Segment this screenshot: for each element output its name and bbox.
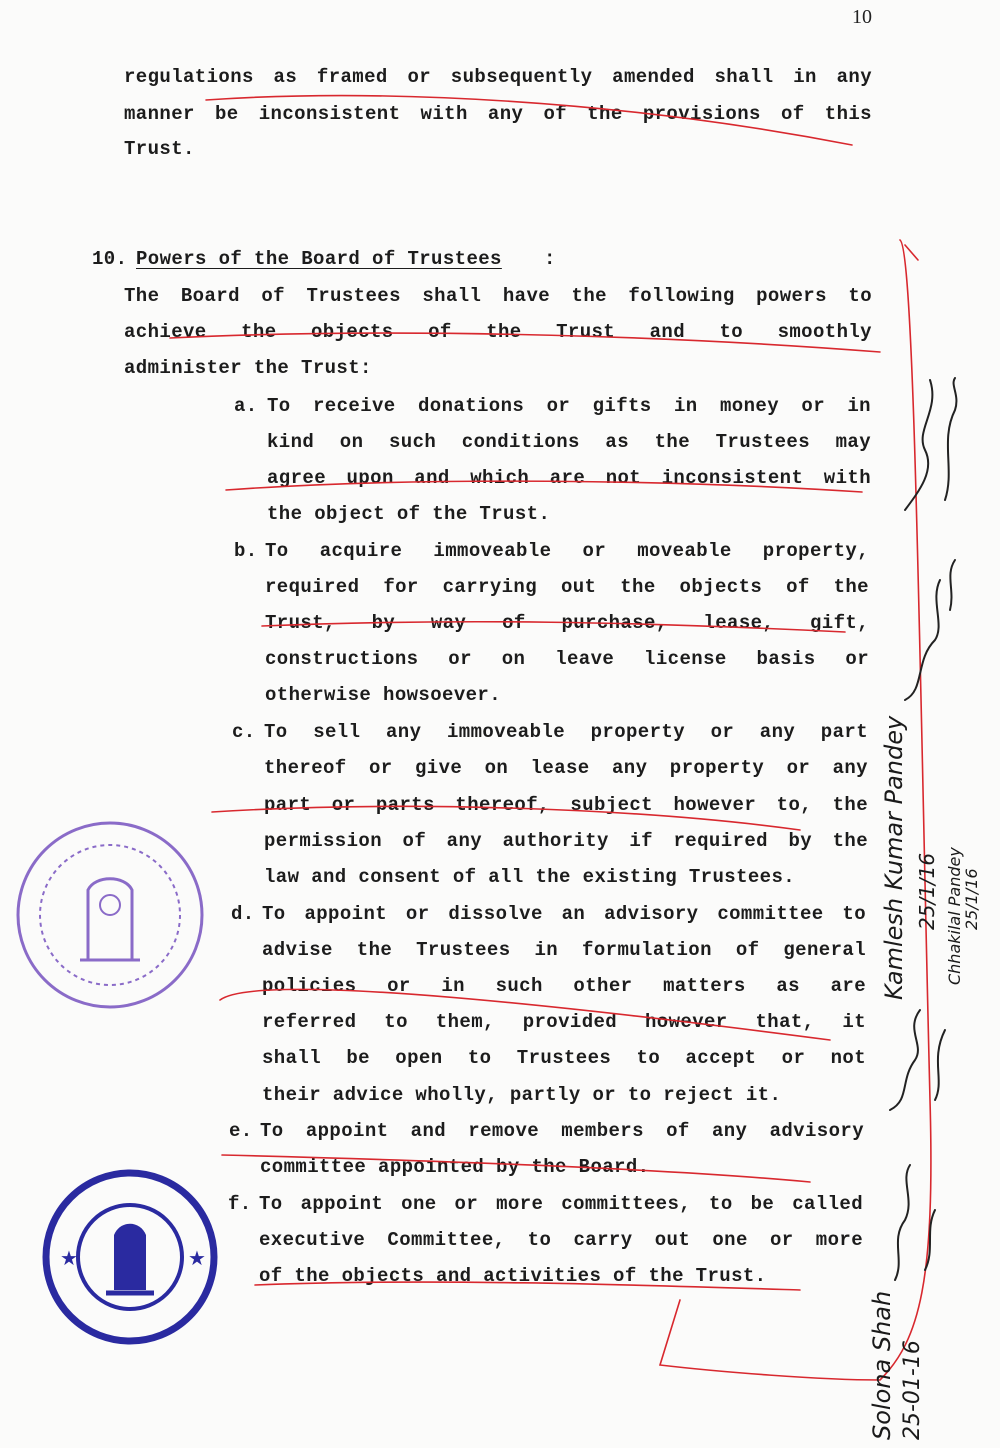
item-e-line-2: committee appointed by the Board.	[260, 1156, 650, 1178]
item-d-line-6: their advice wholly, partly or to reject it.	[262, 1084, 782, 1106]
item-c-line-4: permission of any authority if required by the	[264, 830, 868, 852]
item-f-line-1: To appoint one or more committees, to be called	[259, 1193, 863, 1215]
signature-chhakilal-pandey: Chhakilal Pandey	[945, 847, 964, 985]
section-title-colon: :	[544, 248, 556, 270]
svg-text:★: ★	[60, 1246, 78, 1270]
item-label-d: d.	[231, 903, 255, 925]
purple-seal-stamp	[10, 810, 210, 1020]
continuation-line-3: Trust.	[124, 138, 195, 160]
item-label-e: e.	[229, 1120, 253, 1142]
continuation-line-1: regulations as framed or subsequently amended shall in any	[124, 66, 872, 88]
blue-seal-stamp	[38, 1165, 223, 1350]
intro-line-2: achieve the objects of the Trust and to smoothly	[124, 321, 872, 343]
section-number: 10.	[92, 248, 128, 270]
item-c-line-3: part or parts thereof, subject however to, the	[264, 794, 868, 816]
item-a-line-1: To receive donations or gifts in money or in	[267, 395, 871, 417]
section-title: Powers of the Board of Trustees	[136, 248, 502, 270]
item-e-line-1: To appoint and remove members of any advisory	[260, 1120, 864, 1142]
item-b-line-3: Trust, by way of purchase, lease, gift,	[265, 612, 869, 634]
continuation-line-2: manner be inconsistent with any of the provisions of this	[124, 103, 872, 125]
item-d-line-4: referred to them, provided however that, it	[262, 1011, 866, 1033]
item-f-line-2: executive Committee, to carry out one or more	[259, 1229, 863, 1251]
item-b-line-1: To acquire immoveable or moveable property,	[265, 540, 869, 562]
page-number: 10	[852, 6, 872, 28]
item-a-line-2: kind on such conditions as the Trustees may	[267, 431, 871, 453]
item-label-b: b.	[234, 540, 258, 562]
item-c-line-2: thereof or give on lease any property or any	[264, 757, 868, 779]
item-label-f: f.	[228, 1193, 252, 1215]
signature-date-kamlesh: 25/1/16	[915, 852, 939, 930]
item-a-line-3: agree upon and which are not inconsistent with	[267, 467, 871, 489]
item-f-line-3: of the objects and activities of the Trust.	[259, 1265, 767, 1287]
signature-solona-shah: Solona Shah	[868, 1290, 896, 1440]
signature-date-solona: 25-01-16	[900, 1340, 925, 1440]
item-c-line-5: law and consent of all the existing Trustees.	[264, 866, 796, 888]
item-d-line-1: To appoint or dissolve an advisory committee to	[262, 903, 866, 925]
intro-line-3: administer the Trust:	[124, 357, 372, 379]
signature-kamlesh-kumar-pandey: Kamlesh Kumar Pandey	[880, 715, 908, 1000]
item-label-c: c.	[232, 721, 256, 743]
item-b-line-5: otherwise howsoever.	[265, 684, 502, 706]
item-d-line-2: advise the Trustees in formulation of general	[262, 939, 866, 961]
signature-date-chhakilal: 25/1/16	[962, 868, 981, 930]
item-d-line-3: policies or in such other matters as are	[262, 975, 866, 997]
intro-line-1: The Board of Trustees shall have the following powers to	[124, 285, 872, 307]
item-b-line-4: constructions or on leave license basis or	[265, 648, 869, 670]
item-a-line-4: the object of the Trust.	[267, 503, 551, 525]
item-b-line-2: required for carrying out the objects of the	[265, 576, 869, 598]
svg-text:★: ★	[188, 1246, 206, 1270]
red-margin-tick	[905, 245, 918, 260]
item-d-line-5: shall be open to Trustees to accept or not	[262, 1047, 866, 1069]
item-label-a: a.	[234, 395, 258, 417]
item-c-line-1: To sell any immoveable property or any part	[264, 721, 868, 743]
